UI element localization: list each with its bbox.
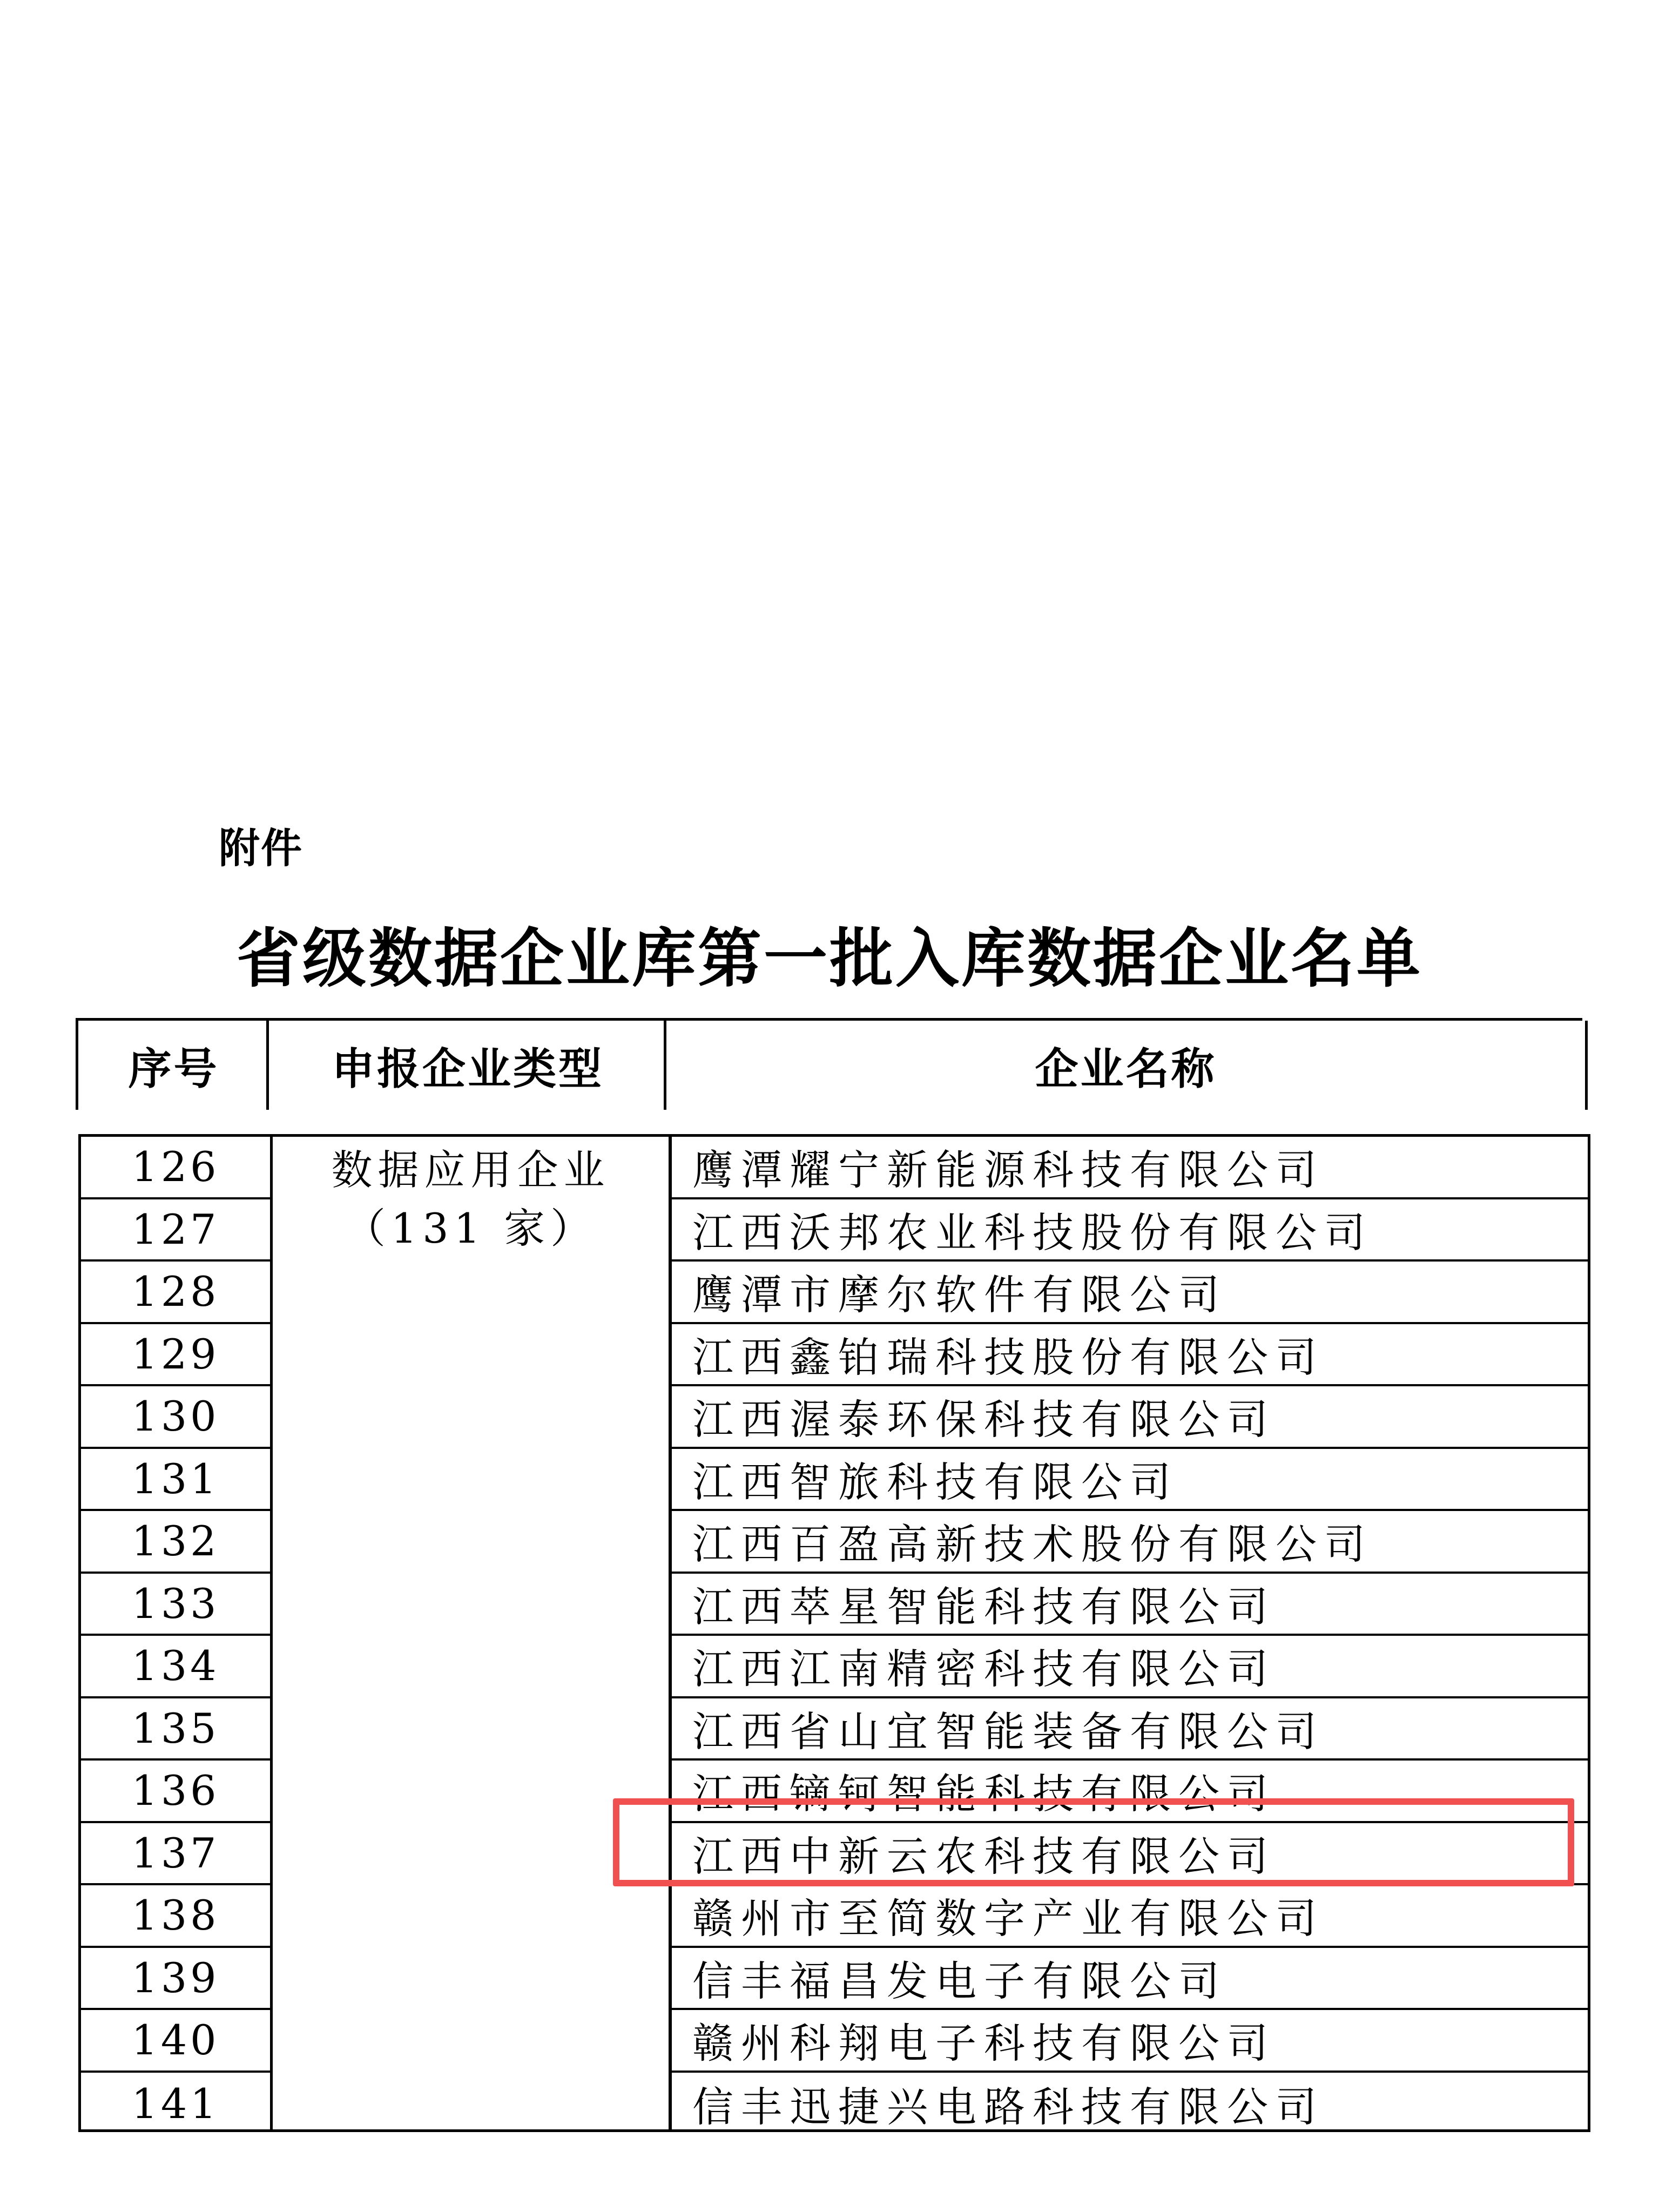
company-name-cell: 江西沃邦农业科技股份有限公司: [672, 1199, 1588, 1262]
company-name-cell: 江西中新云农科技有限公司: [672, 1823, 1588, 1886]
seq-cell: 126: [81, 1137, 270, 1199]
company-name-cell: 江西萃星智能科技有限公司: [672, 1574, 1588, 1636]
seq-cell: 136: [81, 1761, 270, 1823]
company-table: [78, 1134, 1590, 2132]
type-column: [270, 1137, 669, 2129]
company-name-cell: 江西百盈高新技术股份有限公司: [672, 1511, 1588, 1574]
header-type: 申报企业类型: [266, 1021, 666, 1110]
attachment-label: 附件: [219, 824, 303, 872]
company-name-cell: 信丰福昌发电子有限公司: [672, 1948, 1588, 2011]
seq-cell: 129: [81, 1324, 270, 1387]
company-name-cell: 江西镝钶智能科技有限公司: [672, 1761, 1588, 1823]
seq-cell: 135: [81, 1698, 270, 1761]
seq-cell: 133: [81, 1574, 270, 1636]
seq-cell: 141: [131, 2079, 220, 2128]
highlight-box: [613, 1798, 1574, 1886]
table-header: [76, 1018, 1582, 1110]
company-name-cell: 赣州市至简数字产业有限公司: [672, 1885, 1588, 1948]
seq-cell: 139: [81, 1948, 270, 2011]
seq-cell: 140: [81, 2010, 270, 2073]
seq-cell: 128: [81, 1262, 270, 1324]
company-name-cell: 江西省山宜智能装备有限公司: [672, 1698, 1588, 1761]
company-name-cell: 信丰迅捷兴电路科技有限公司: [692, 2082, 1324, 2131]
document-title: 省级数据企业库第一批入库数据企业名单: [236, 921, 1422, 996]
company-name-cell: 鹰潭耀宁新能源科技有限公司: [672, 1137, 1588, 1199]
seq-cell: 138: [81, 1885, 270, 1948]
company-name-cell: 赣州科翔电子科技有限公司: [672, 2010, 1588, 2073]
name-column: [669, 1137, 1588, 2129]
company-name-cell: 江西智旅科技有限公司: [672, 1449, 1588, 1512]
company-name-cell: 江西渥泰环保科技有限公司: [672, 1386, 1588, 1449]
seq-cell: 137: [81, 1823, 270, 1886]
seq-cell: 131: [81, 1449, 270, 1512]
category-line-1: 数据应用企业: [331, 1146, 610, 1194]
header-seq: 序号: [76, 1021, 269, 1110]
company-name-cell: 江西江南精密科技有限公司: [672, 1636, 1588, 1698]
company-name-cell: 江西鑫铂瑞科技股份有限公司: [672, 1324, 1588, 1387]
header-name: 企业名称: [664, 1021, 1588, 1110]
seq-column: [81, 1137, 270, 2129]
seq-cell: 127: [81, 1199, 270, 1262]
seq-cell: 132: [81, 1511, 270, 1574]
seq-cell: 134: [81, 1636, 270, 1698]
company-name-cell: 鹰潭市摩尔软件有限公司: [672, 1262, 1588, 1324]
category-cell: [273, 1137, 669, 1258]
category-line-2: （131 家）: [344, 1204, 597, 1252]
seq-cell: 130: [81, 1386, 270, 1449]
